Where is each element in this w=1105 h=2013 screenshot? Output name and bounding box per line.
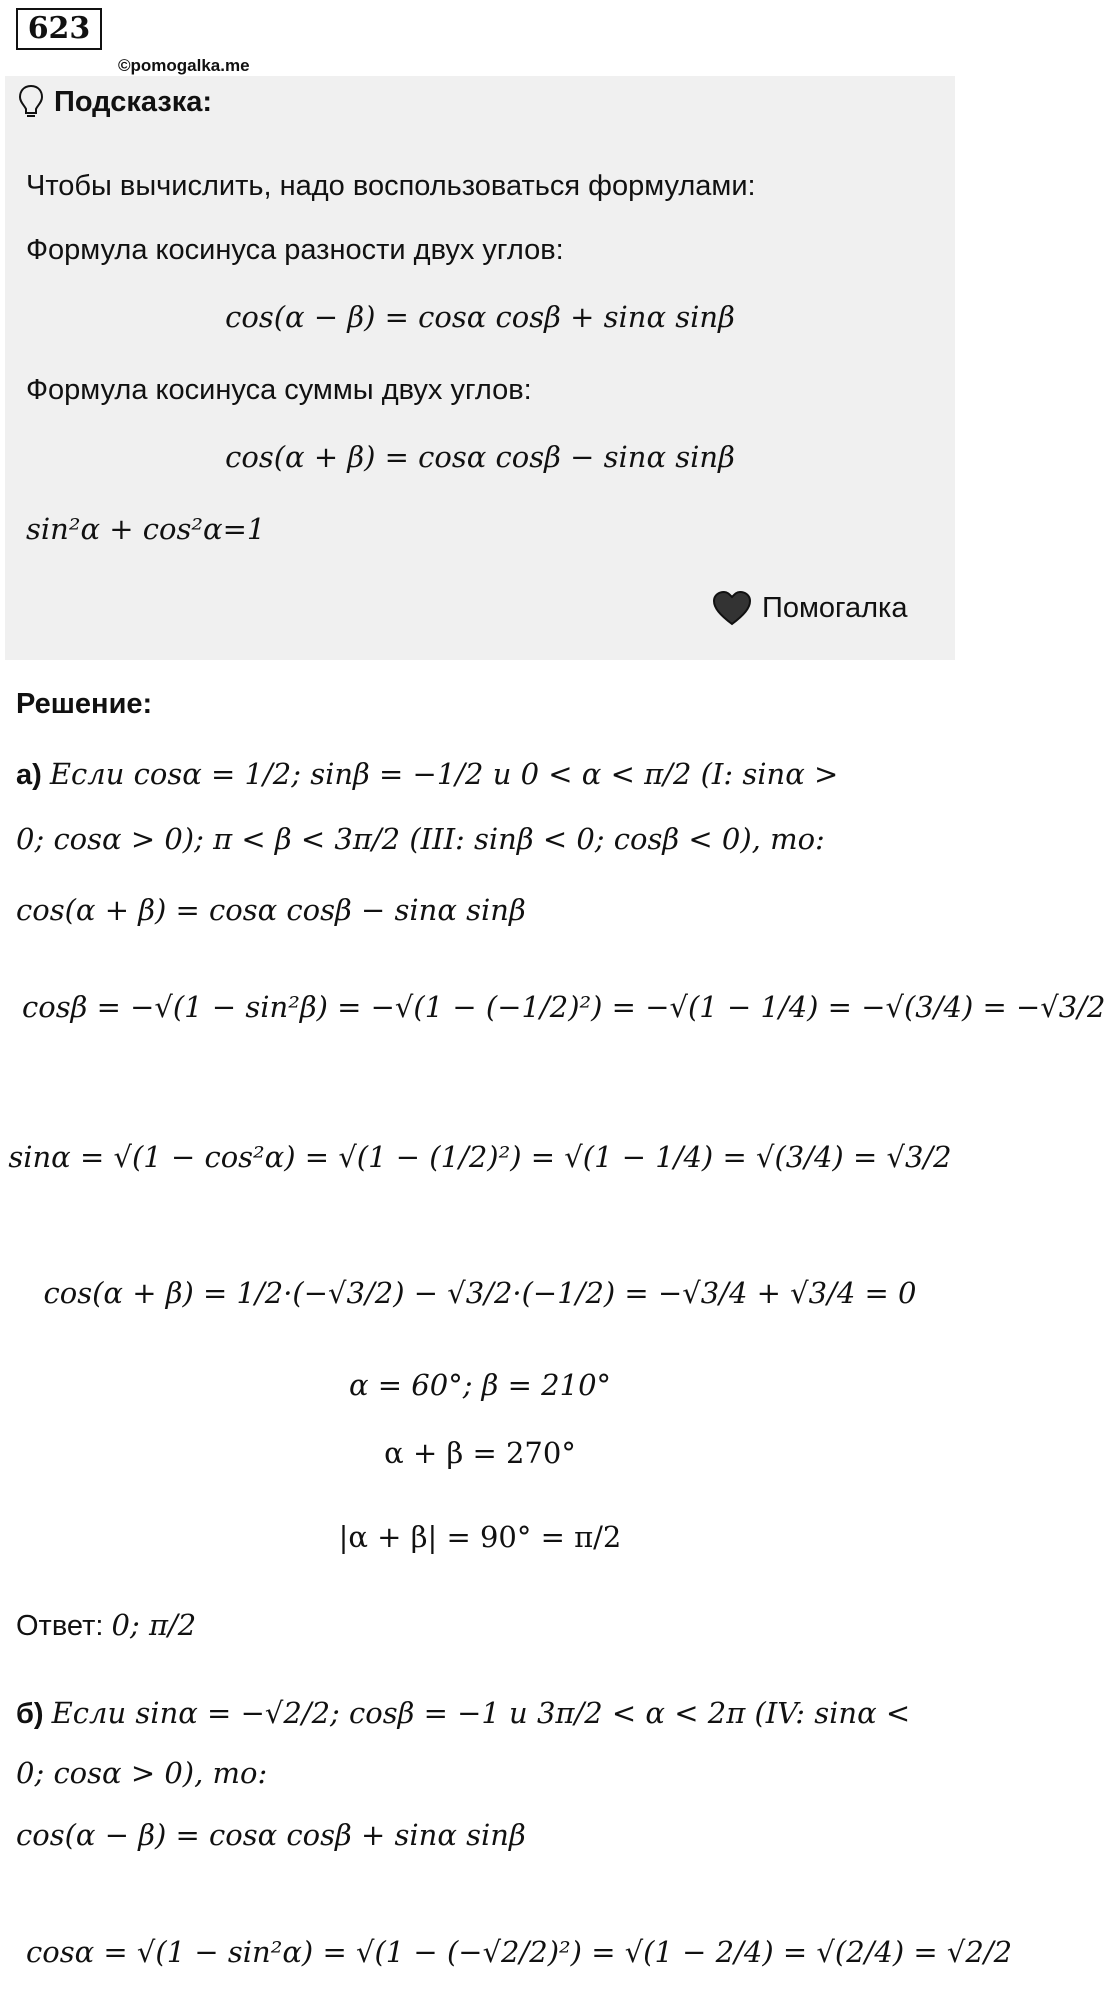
part-b-condition-1 bbox=[16, 1696, 910, 1731]
part-a-formula-3: sinα = √(1 − cos²α) = √(1 − (1/2)²) = √(1 − 1/4) = √(3/4) = √3/2 bbox=[8, 1140, 952, 1174]
heart-icon bbox=[712, 590, 752, 626]
part-a-formula-7: |α + β| = 90° = π/2 bbox=[338, 1520, 622, 1554]
part-a-condition-2: 0; cosα > 0); π < β < 3π/2 (III: sinβ < 0; cosβ < 0), то: bbox=[16, 822, 825, 856]
part-b-condition-2: 0; cosα > 0), то: bbox=[16, 1756, 268, 1790]
copyright: ©pomogalka.me bbox=[118, 56, 250, 75]
hint-panel bbox=[5, 76, 955, 660]
hint-formula-1: cos(α − β) = cosα cosβ + sinα sinβ bbox=[225, 300, 735, 334]
part-a-formula-1: cos(α + β) = cosα cosβ − sinα sinβ bbox=[16, 893, 526, 927]
answer-value: 0; π/2 bbox=[111, 1608, 197, 1642]
part-a-condition-1 bbox=[16, 757, 838, 792]
hint-title-label: Подсказка: bbox=[54, 85, 213, 118]
part-a-answer bbox=[16, 1608, 196, 1643]
part-a-formula-4: cos(α + β) = 1/2·(−√3/2) − √3/2·(−1/2) = −√3/4 + √3/4 = 0 bbox=[43, 1276, 917, 1310]
hint-identity: sin²α + cos²α=1 bbox=[26, 512, 266, 546]
answer-label: Ответ: bbox=[16, 1610, 104, 1642]
part-a-formula-6: α + β = 270° bbox=[384, 1436, 576, 1470]
part-b-formula-2: cosα = √(1 − sin²α) = √(1 − (−√2/2)²) = √(1 − 2/4) = √(2/4) = √2/2 bbox=[26, 1935, 1013, 1969]
part-a-formula-5: α = 60°; β = 210° bbox=[348, 1368, 612, 1402]
lightbulb-icon bbox=[18, 84, 44, 120]
solution-title: Решение: bbox=[16, 688, 153, 720]
part-b-cond1-text: Если sinα = −√2/2; cosβ = −1 и 3π/2 < α < 2π (IV: sinα < bbox=[51, 1696, 911, 1730]
part-b-formula-1: cos(α − β) = cosα cosβ + sinα sinβ bbox=[16, 1818, 526, 1852]
hint-line-1: Чтобы вычислить, надо воспользоваться формулами: bbox=[26, 170, 756, 202]
part-a-cond1-text: Если cosα = 1/2; sinβ = −1/2 и 0 < α < π/2 (I: sinα > bbox=[49, 757, 839, 791]
task-number: 623 bbox=[16, 8, 102, 50]
hint-line-3: Формула косинуса суммы двух углов: bbox=[26, 374, 532, 406]
hint-line-2: Формула косинуса разности двух углов: bbox=[26, 234, 564, 266]
brand-label: Помогалка bbox=[762, 591, 908, 624]
brand-mark bbox=[712, 590, 907, 626]
part-b-label: б) bbox=[16, 1698, 44, 1730]
hint-title bbox=[18, 82, 212, 122]
part-a-label: а) bbox=[16, 759, 42, 791]
part-a-formula-2: cosβ = −√(1 − sin²β) = −√(1 − (−1/2)²) = −√(1 − 1/4) = −√(3/4) = −√3/2 bbox=[22, 990, 1105, 1024]
hint-formula-2: cos(α + β) = cosα cosβ − sinα sinβ bbox=[225, 440, 735, 474]
